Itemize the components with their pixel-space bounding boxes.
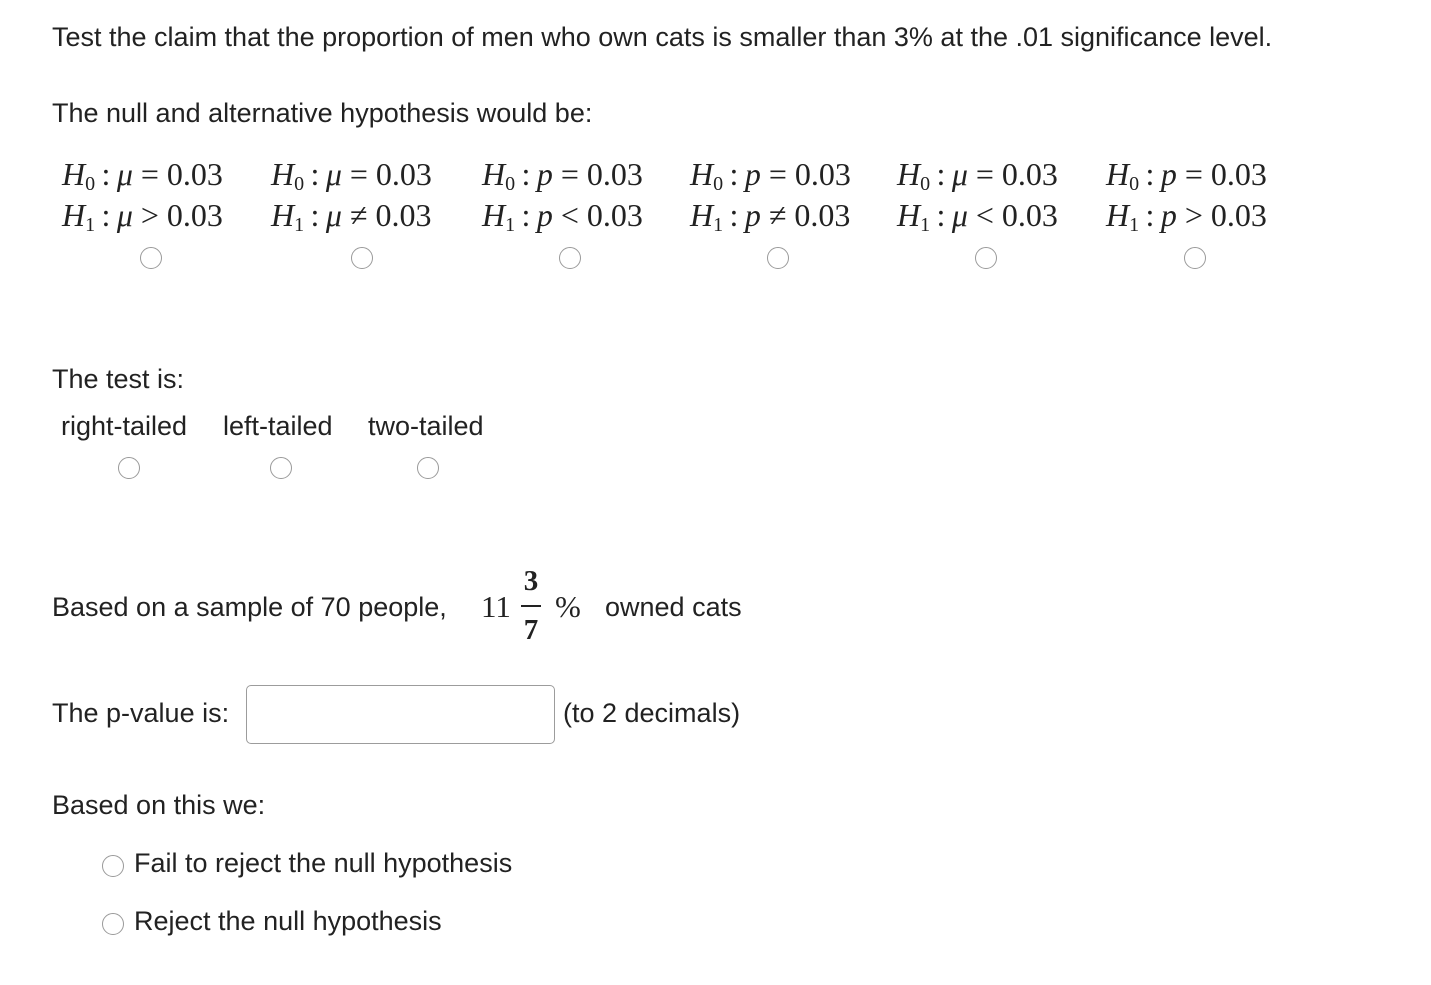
claim-text: Test the claim that the proportion of men who own cats is smaller than 3% at the .01 significance level.: [52, 22, 1273, 52]
hypothesis-option-6-radio[interactable]: [1184, 247, 1206, 269]
sample-fraction-numerator: 3: [523, 565, 539, 597]
decision-prompt: Based on this we:: [52, 790, 266, 820]
decision-reject-label[interactable]: Reject the null hypothesis: [134, 906, 442, 936]
sample-whole-number: 11: [481, 589, 511, 624]
pvalue-label: The p-value is:: [52, 698, 230, 728]
sample-fraction-denominator: 7: [523, 614, 539, 646]
hypothesis-option-5-null: $H_0$ : μ = 0.03: [897, 156, 1058, 195]
hypothesis-option-2-radio[interactable]: [351, 247, 373, 269]
hypothesis-option-4-radio[interactable]: [767, 247, 789, 269]
sample-percent-sign: %: [555, 589, 581, 624]
sample-fraction-bar: [521, 605, 541, 607]
test-option-right-tailed-radio[interactable]: [118, 457, 140, 479]
hypothesis-option-6-null: $H_0$ : p = 0.03: [1106, 156, 1267, 195]
hypothesis-option-4-null: $H_0$ : p = 0.03: [690, 156, 851, 195]
test-option-left-tailed-radio[interactable]: [270, 457, 292, 479]
hypothesis-option-1-alternative: $H_1$ : μ > 0.03: [62, 197, 223, 236]
hypothesis-option-1-radio[interactable]: [140, 247, 162, 269]
hypothesis-option-1-null: $H_0$ : μ = 0.03: [62, 156, 223, 195]
hypothesis-option-6-alternative: $H_1$ : p > 0.03: [1106, 197, 1267, 236]
pvalue-input[interactable]: [246, 685, 555, 744]
sample-suffix: owned cats: [605, 592, 742, 622]
decision-fail-to-reject-radio[interactable]: [102, 855, 124, 877]
test-option-right-tailed-label: right-tailed: [61, 411, 188, 441]
hypothesis-option-4-alternative: $H_1$ : p ≠ 0.03: [690, 197, 851, 236]
decision-fail-to-reject-label[interactable]: Fail to reject the null hypothesis: [134, 848, 513, 878]
pvalue-hint: (to 2 decimals): [563, 698, 741, 728]
test-option-two-tailed-label: two-tailed: [368, 411, 484, 441]
test-option-two-tailed-radio[interactable]: [417, 457, 439, 479]
hypothesis-option-2-null: $H_0$ : μ = 0.03: [271, 156, 432, 195]
hypothesis-option-3-radio[interactable]: [559, 247, 581, 269]
hypothesis-option-2-alternative: $H_1$ : μ ≠ 0.03: [271, 197, 432, 236]
decision-reject-radio[interactable]: [102, 913, 124, 935]
hypothesis-option-3-null: $H_0$ : p = 0.03: [482, 156, 643, 195]
hypothesis-option-3-alternative: $H_1$ : p < 0.03: [482, 197, 643, 236]
sample-prefix: Based on a sample of 70 people,: [52, 592, 447, 622]
hypothesis-option-5-radio[interactable]: [975, 247, 997, 269]
hypothesis-option-5-alternative: $H_1$ : μ < 0.03: [897, 197, 1058, 236]
test-type-prompt: The test is:: [52, 364, 185, 394]
test-option-left-tailed-label: left-tailed: [223, 411, 333, 441]
hypothesis-prompt: The null and alternative hypothesis would be:: [52, 98, 593, 128]
